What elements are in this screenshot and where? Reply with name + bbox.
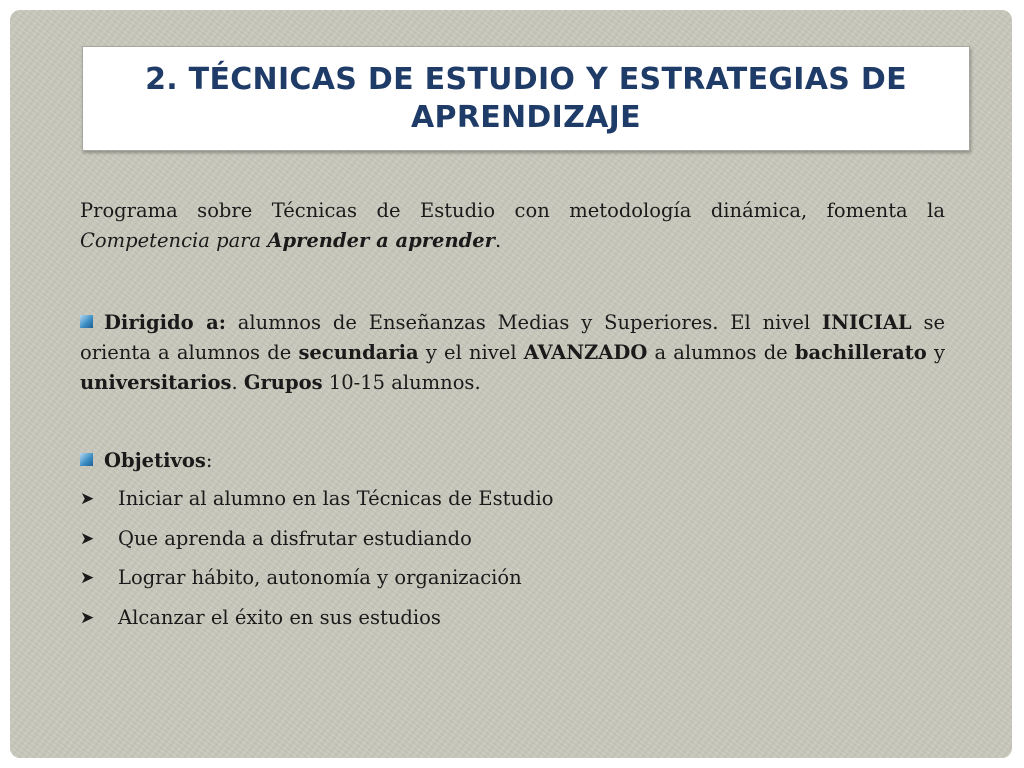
arrow-bullet-icon: ➤ xyxy=(80,528,95,549)
secundaria-text: secundaria xyxy=(298,341,419,364)
dirigido-text-4: a alumnos de xyxy=(647,341,795,364)
intro-bold-italic: Aprender a aprender xyxy=(267,229,495,252)
list-item xyxy=(80,484,945,524)
intro-paragraph xyxy=(80,196,945,256)
objetivos-colon: : xyxy=(205,449,213,472)
arrow-bullet-icon: ➤ xyxy=(80,568,95,588)
intro-text: Programa sobre Técnicas de Estudio con metodología dinámica, fomenta la xyxy=(80,199,945,222)
dirigido-text-1: alumnos de Enseñanzas Medias y Superiores. El nivel xyxy=(225,311,823,334)
dirigido-text-5: y xyxy=(926,341,945,364)
list-item xyxy=(80,603,945,643)
arrow-bullet-icon: ➤ xyxy=(80,489,95,509)
dirigido-text-3: y el nivel xyxy=(418,341,524,364)
dirigido-paragraph xyxy=(80,308,945,398)
bachillerato-text: bachillerato xyxy=(794,341,927,364)
list-item-text: Iniciar al alumno en las Técnicas de Estudio xyxy=(118,487,554,510)
blue-square-bullet-icon xyxy=(80,453,93,466)
list-item-text: Alcanzar el éxito en sus estudios xyxy=(118,605,441,629)
blue-square-bullet-icon xyxy=(80,315,93,328)
universitarios-text: universitarios xyxy=(80,371,232,394)
objetivos-list xyxy=(80,484,945,642)
list-item-text: Lograr hábito, autonomía y organización xyxy=(118,566,522,589)
dirigido-label: Dirigido a: xyxy=(104,311,226,334)
slide-title xyxy=(145,61,907,137)
intro-end: . xyxy=(494,229,502,252)
dirigido-text-7: 10-15 alumnos. xyxy=(322,371,481,394)
list-item xyxy=(80,563,945,603)
objetivos-label: Objetivos xyxy=(104,449,206,472)
dirigido-text-6: . xyxy=(231,371,244,394)
list-item-text: Que aprenda a disfrutar estudiando xyxy=(118,526,472,550)
title-box xyxy=(82,46,970,151)
title-line-1: 2. TÉCNICAS DE ESTUDIO Y ESTRATEGIAS DE xyxy=(145,61,907,97)
dirigido-text-2: se orienta a alumnos de xyxy=(80,311,945,364)
intro-italic: Competencia para xyxy=(80,229,262,252)
objetivos-heading xyxy=(80,446,945,476)
avanzado-text: AVANZADO xyxy=(523,341,648,364)
inicial-text: INICIAL xyxy=(822,311,912,334)
title-line-2: APRENDIZAJE xyxy=(411,99,641,135)
arrow-bullet-icon: ➤ xyxy=(80,607,95,628)
grupos-text: Grupos xyxy=(243,371,323,394)
list-item xyxy=(80,524,945,564)
